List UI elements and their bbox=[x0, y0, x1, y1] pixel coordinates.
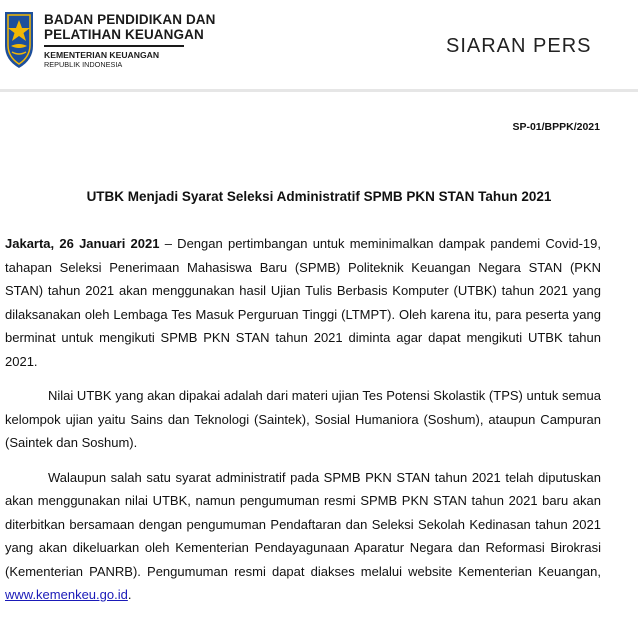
paragraph-3 bbox=[5, 466, 601, 607]
org-name-line1: BADAN PENDIDIKAN DAN bbox=[44, 12, 216, 27]
org-name-line2: PELATIHAN KEUANGAN bbox=[44, 27, 204, 42]
header-divider bbox=[0, 89, 638, 92]
kemenkeu-website-link[interactable]: www.kemenkeu.go.id bbox=[5, 587, 128, 602]
press-release-body bbox=[5, 232, 601, 618]
org-divider bbox=[44, 45, 184, 47]
paragraph-1 bbox=[5, 232, 601, 373]
paragraph-2: Nilai UTBK yang akan dipakai adalah dari materi ujian Tes Potensi Skolastik (TPS) untuk semua kelompok ujian yaitu Sains dan Teknologi (Saintek), Sosial Humaniora (Soshum), ataupun Campuran (Saintek dan Soshum). bbox=[5, 388, 601, 450]
kemenkeu-emblem-icon bbox=[2, 8, 36, 70]
organization-block bbox=[44, 12, 216, 69]
letterhead bbox=[0, 0, 638, 90]
document-type: SIARAN PERS bbox=[446, 35, 592, 57]
document-number: SP-01/BPPK/2021 bbox=[512, 121, 600, 133]
paragraph-3-end: . bbox=[127, 587, 132, 602]
ministry-name: KEMENTERIAN KEUANGAN bbox=[44, 49, 160, 60]
paragraph-3-text: Walaupun salah satu syarat administratif pada SPMB PKN STAN tahun 2021 telah diputuskan akan menggunakan nilai UTBK, namun pengumuman resmi SPMB PKN STAN tahun 2021 baru akan diterbitkan bersamaan dengan pengumuman Pendaftaran dan Seleksi Sekolah Kedinasan tahun 2021 yang akan dikeluarkan oleh Kementerian Pendayagunaan Aparatur Negara dan Reformasi Birokrasi (Kementerian PANRB). Pengumuman resmi dapat diakses melalui website Kementerian Keuangan, bbox=[5, 469, 601, 579]
paragraph-1-text: – Dengan pertimbangan untuk meminimalkan dampak pandemi Covid-19, tahapan Seleksi Penerimaan Mahasiswa Baru (SPMB) Politeknik Keuangan Negara STAN (PKN STAN) tahun 2021 akan menggunakan hasil Ujian Tulis Berbasis Komputer (UTBK) tahun 2021 yang dilaksanakan oleh Lembaga Tes Masuk Perguruan Tinggi (LTMPT). Oleh karena itu, para peserta yang berminat untuk mengikuti SPMB PKN STAN tahun 2021 diminta agar dapat mengikuti UTBK tahun 2021. bbox=[5, 236, 601, 369]
country-name: REPUBLIK INDONESIA bbox=[44, 59, 123, 69]
place-date: Jakarta, 26 Januari 2021 bbox=[5, 236, 160, 251]
press-release-title: UTBK Menjadi Syarat Seleksi Administratif SPMB PKN STAN Tahun 2021 bbox=[86, 189, 552, 204]
